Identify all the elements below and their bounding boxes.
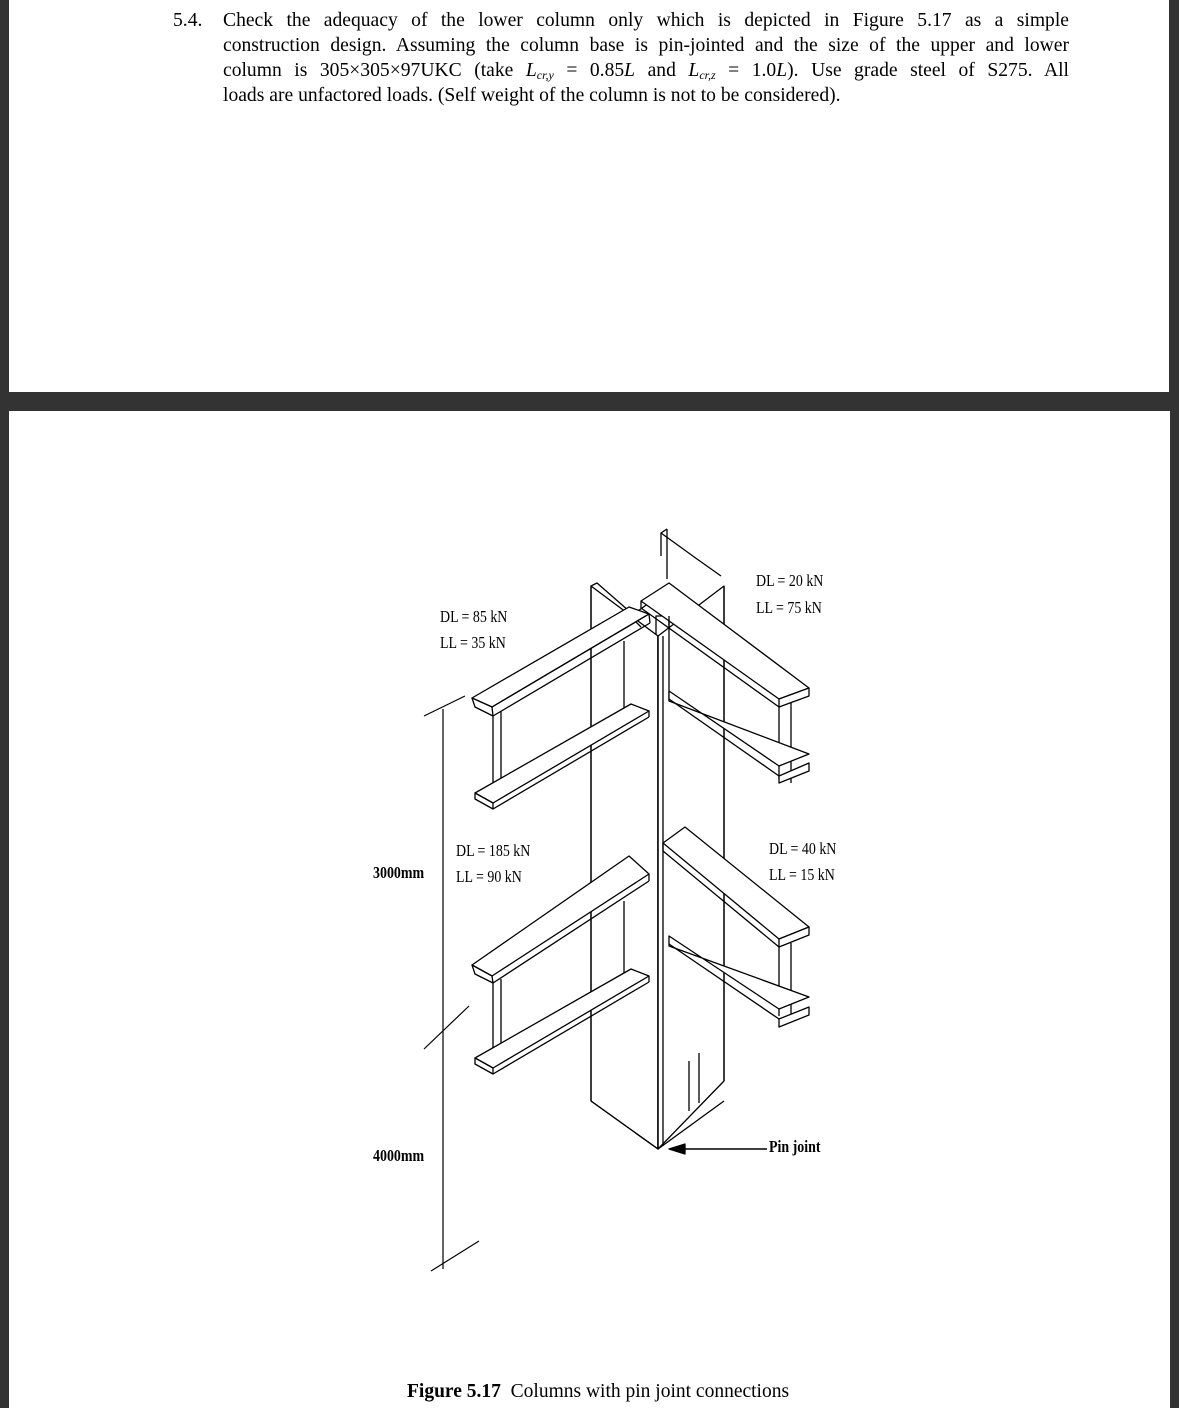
page-upper-sheet (9, 0, 1169, 392)
dimension-upper-label: 3000mm (373, 863, 425, 882)
load-top-right-ll: LL = 75 kN (756, 598, 822, 617)
dimension-lower-label: 4000mm (373, 1146, 425, 1165)
load-top-right-dl: DL = 20 kN (756, 571, 824, 590)
caption-label: Figure 5.17 (407, 1381, 501, 1402)
figure-caption (407, 1381, 789, 1403)
load-top-left-dl: DL = 85 kN (440, 607, 508, 626)
dimension-line (424, 696, 479, 1271)
lcr-symbol: L (688, 60, 700, 81)
problem-line-4: loads are unfactored loads. (Self weight of the column is not to be considered). (223, 85, 841, 106)
lcr-symbol: L (525, 60, 537, 81)
pin-joint-label: Pin joint (769, 1137, 821, 1156)
caption-text: Columns with pin joint connections (510, 1381, 790, 1402)
column-diagram (9, 411, 1170, 1408)
problem-line-3-b: = 0.85 (566, 60, 625, 81)
lcr-y-subscript: cr,y (536, 68, 554, 82)
page-figure-sheet (9, 411, 1170, 1408)
length-symbol: L (624, 60, 636, 81)
length-symbol: L (776, 60, 788, 81)
pin-joint-arrow (669, 1144, 767, 1154)
problem-line-3-a: column is 305×305×97UKC (take (223, 60, 514, 81)
problem-line-3-c: and (647, 60, 676, 81)
problem-line-3-d: = 1.0 (728, 60, 777, 81)
problem-number: 5.4. (173, 10, 203, 31)
problem-line-2: construction design. Assuming the column base is pin-jointed and the size of the upper and lower (223, 35, 1069, 56)
load-bottom-left-dl: DL = 185 kN (456, 841, 531, 860)
load-bottom-right-dl: DL = 40 kN (769, 839, 837, 858)
problem-line-3-e: ). Use grade steel of S275. All (787, 60, 1069, 81)
load-top-left-ll: LL = 35 kN (440, 633, 506, 652)
load-bottom-left-ll: LL = 90 kN (456, 867, 522, 886)
lcr-z-subscript: cr,z (699, 68, 716, 82)
problem-line-1: Check the adequacy of the lower column only which is depicted in Figure 5.17 as a simple (223, 10, 1069, 31)
load-bottom-right-ll: LL = 15 kN (769, 865, 835, 884)
